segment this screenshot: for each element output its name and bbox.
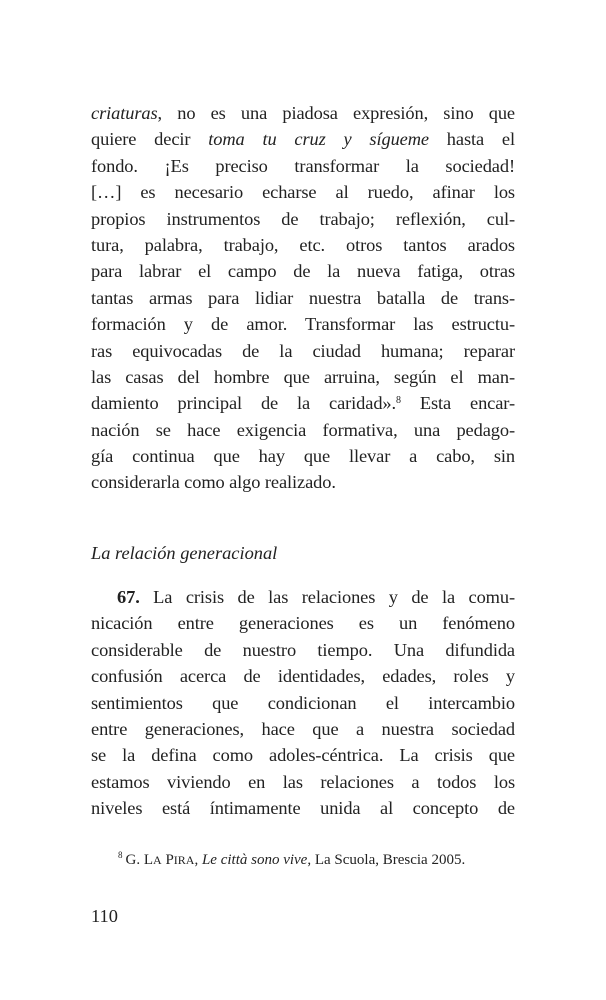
text-line: estamos viviendo en las relaciones a todos los <box>91 771 515 792</box>
text-line: fondo. ¡Es preciso transformar la sociedad! <box>91 155 515 176</box>
text-line: ras equivocadas de la ciudad humana; reparar <box>91 340 515 361</box>
page-number: 110 <box>91 906 118 926</box>
text-line: entre generaciones, hace que a nuestra sociedad <box>91 718 515 739</box>
text-line: considerable de nuestro tiempo. Una difundida <box>91 639 515 660</box>
book-title: Le città sono vive <box>201 852 308 868</box>
text-line <box>91 390 515 416</box>
text-span: La crisis de las relaciones y de la comu- <box>139 587 515 607</box>
text-line: sentimientos que condicionan el intercambio <box>91 692 515 713</box>
text-span: quiere decir <box>91 129 209 150</box>
text-line: niveles está íntimamente unida al concepto de <box>91 798 515 819</box>
section-heading: La relación generacional <box>91 543 278 563</box>
author-name: P <box>165 852 174 868</box>
footnote-marker: 8 <box>118 850 123 860</box>
text-line <box>91 100 515 126</box>
author-name: L <box>143 852 154 868</box>
author-name-smallcaps: A <box>153 853 162 867</box>
text-line <box>91 584 515 610</box>
text-line: tantas armas para lidiar nuestra batalla de trans- <box>91 287 515 308</box>
text-span: Esta encar- <box>400 393 515 414</box>
paragraph-continuation <box>91 100 515 496</box>
text-line <box>91 126 515 152</box>
italic-text: toma tu cruz y sígueme <box>208 129 429 150</box>
text-line: propios instrumentos de trabajo; reflexión, cul- <box>91 208 515 229</box>
text-span: hasta el <box>428 129 515 150</box>
paragraph-67 <box>91 584 515 822</box>
author-name-smallcaps: IRA <box>173 853 195 867</box>
paragraph-number: 67. <box>117 587 140 607</box>
text-span: , <box>194 852 202 868</box>
text-line: tura, palabra, trabajo, etc. otros tantos arados <box>91 234 515 255</box>
footnote <box>118 850 518 870</box>
italic-text: criaturas <box>91 103 158 123</box>
text-span: damiento principal de la caridad». <box>91 393 397 414</box>
text-line: las casas del hombre que arruina, según el man- <box>91 366 515 387</box>
text-line: para labrar el campo de la nueva fatiga, otras <box>91 261 515 282</box>
text-line: se la defina como adoles-céntrica. La crisis que <box>91 745 515 766</box>
text-line: […] es necesario echarse al ruedo, afinar los <box>91 182 515 203</box>
publisher-info: , La Scuola, Brescia 2005. <box>307 852 466 868</box>
text-line: gía continua que hay que llevar a cabo, sin <box>91 446 515 467</box>
text-line: nación se hace exigencia formativa, una pedago- <box>91 419 515 440</box>
text-line: formación y de amor. Transformar las estructu- <box>91 314 515 335</box>
text-line: considerarla como algo realizado. <box>91 472 336 493</box>
text-line: confusión acerca de identidades, edades, roles y <box>91 666 515 687</box>
text-span: , no es una piadosa expresión, sino que <box>157 103 515 123</box>
text-line: nicación entre generaciones es un fenómeno <box>91 613 515 634</box>
author-initial: G. <box>125 852 144 868</box>
footnote-reference[interactable]: 8 <box>396 395 401 407</box>
